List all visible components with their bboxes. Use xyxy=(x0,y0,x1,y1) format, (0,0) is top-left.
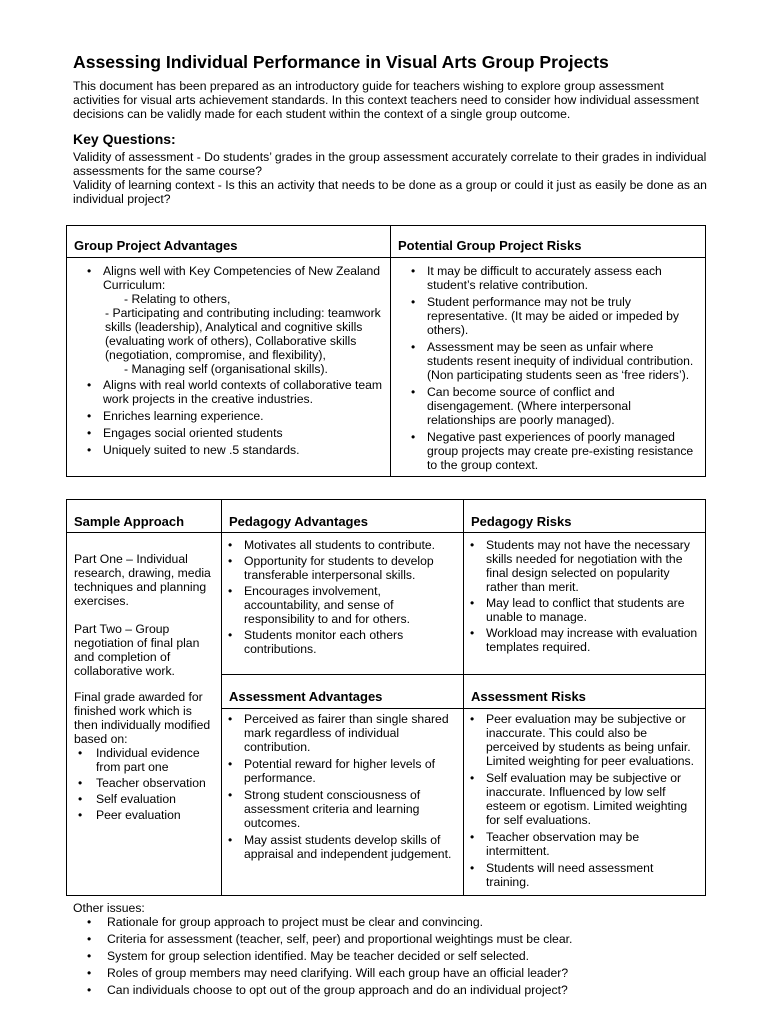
key-question-1: Validity of assessment - Do students’ grades in the group assessment accurately correlate to their grades in individual assessments for the same course? xyxy=(73,150,707,178)
pedagogy-risks-cell xyxy=(464,533,706,675)
list-item: • Negative past experiences of poorly managed group projects may create pre-existing resistance to the group context. xyxy=(407,430,699,472)
list-item: • Encourages involvement, accountability, and sense of responsibility to and for others. xyxy=(224,584,457,626)
advantages-header: Group Project Advantages xyxy=(67,226,391,258)
list-item: • Roles of group members may need clarifying. Will each group have an official leader? xyxy=(73,966,713,980)
document-body xyxy=(73,52,713,206)
sample-approach-table xyxy=(66,499,706,896)
list-item: • Students may not have the necessary skills needed for negotiation with the final design selected on popularity rather than merit. xyxy=(466,538,699,594)
list-item: • Aligns well with Key Competencies of New Zealand Curriculum: - Relating to others, - Participating and contributing including: teamwork skills (leadership), Analytical and cognitive skills (evaluating work of others), Collaborative skills (negotiation, compromise, and flexibility), - Managing self (organisational skills). xyxy=(83,264,384,376)
list-item: • It may be difficult to accurately assess each student’s relative contribution. xyxy=(407,264,699,292)
list-item: • Opportunity for students to develop transferable interpersonal skills. xyxy=(224,554,457,582)
list-item: • Teacher observation may be intermittent. xyxy=(466,830,699,858)
group-project-table xyxy=(66,225,706,477)
list-item: • Uniquely suited to new .5 standards. xyxy=(83,443,384,457)
list-item: • Teacher observation xyxy=(74,776,217,790)
list-item: • System for group selection identified. May be teacher decided or self selected. xyxy=(73,949,713,963)
list-item: • Engages social oriented students xyxy=(83,426,384,440)
final-grade: Final grade awarded for finished work which is then individually modified based on: xyxy=(74,690,211,746)
list-item: • Enriches learning experience. xyxy=(83,409,384,423)
list-item: • Self evaluation xyxy=(74,792,217,806)
list-item: • Can become source of conflict and disengagement. (Where interpersonal relationships are poorly managed). xyxy=(407,385,699,427)
list-item: • May assist students develop skills of appraisal and independent judgement. xyxy=(224,833,457,861)
assessment-advantages-cell xyxy=(222,709,464,896)
risks-cell xyxy=(391,258,706,477)
pedagogy-risks-header: Pedagogy Risks xyxy=(464,500,706,533)
key-question-2: Validity of learning context - Is this an activity that needs to be done as a group or could it just as easily be done as an individual project? xyxy=(73,178,707,206)
list-item: • Strong student consciousness of assessment criteria and learning outcomes. xyxy=(224,788,457,830)
pedagogy-advantages-cell xyxy=(222,533,464,675)
list-item: • Students monitor each others contributions. xyxy=(224,628,457,656)
assessment-risks-cell xyxy=(464,709,706,896)
list-item: • Peer evaluation may be subjective or inaccurate. This could also be perceived by students as being unfair. Limited weighting for peer evaluations. xyxy=(466,712,699,768)
list-item: • Perceived as fairer than single shared mark regardless of individual contribution. xyxy=(224,712,457,754)
pedagogy-advantages-header: Pedagogy Advantages xyxy=(222,500,464,533)
list-item: • Student performance may not be truly representative. (It may be aided or impeded by others). xyxy=(407,295,699,337)
key-questions-heading: Key Questions: xyxy=(73,131,176,147)
list-item: • Potential reward for higher levels of performance. xyxy=(224,757,457,785)
sample-approach-cell xyxy=(67,533,222,896)
intro-paragraph: This document has been prepared as an introductory guide for teachers wishing to explore group assessment activities for visual arts achievement standards. In this context teachers need to consider how individual assessment decisions can be validly made for each student within the context of a single group outcome. xyxy=(73,79,699,121)
part-two: Part Two – Group negotiation of final plan and completion of collaborative work. xyxy=(74,622,200,678)
list-item: • Motivates all students to contribute. xyxy=(224,538,457,552)
list-item: • Aligns with real world contexts of collaborative team work projects in the creative industries. xyxy=(83,378,384,406)
list-item: • Criteria for assessment (teacher, self, peer) and proportional weightings must be clear. xyxy=(73,932,713,946)
list-item: • May lead to conflict that students are unable to manage. xyxy=(466,596,699,624)
list-item: • Students will need assessment training. xyxy=(466,861,699,889)
list-item: • Self evaluation may be subjective or inaccurate. Influenced by low self esteem or egotism. Limited weighting for self evaluations. xyxy=(466,771,699,827)
list-item: • Assessment may be seen as unfair where students resent inequity of individual contribution. (Non participating students seen as ‘free riders’). xyxy=(407,340,699,382)
list-item: • Rationale for group approach to project must be clear and convincing. xyxy=(73,915,713,929)
risks-header: Potential Group Project Risks xyxy=(391,226,706,258)
other-issues-heading: Other issues: xyxy=(73,901,145,915)
list-item: • Can individuals choose to opt out of the group approach and do an individual project? xyxy=(73,983,713,997)
part-one: Part One – Individual research, drawing, media techniques and planning exercises. xyxy=(74,552,211,608)
sample-approach-header: Sample Approach xyxy=(67,500,222,533)
assessment-advantages-header: Assessment Advantages xyxy=(222,675,464,709)
advantages-cell xyxy=(67,258,391,477)
other-issues xyxy=(73,901,713,1000)
list-item: • Individual evidence from part one xyxy=(74,746,217,774)
list-item: • Peer evaluation xyxy=(74,808,217,822)
list-item: • Workload may increase with evaluation templates required. xyxy=(466,626,699,654)
assessment-risks-header: Assessment Risks xyxy=(464,675,706,709)
page-title: Assessing Individual Performance in Visual Arts Group Projects xyxy=(73,52,609,72)
